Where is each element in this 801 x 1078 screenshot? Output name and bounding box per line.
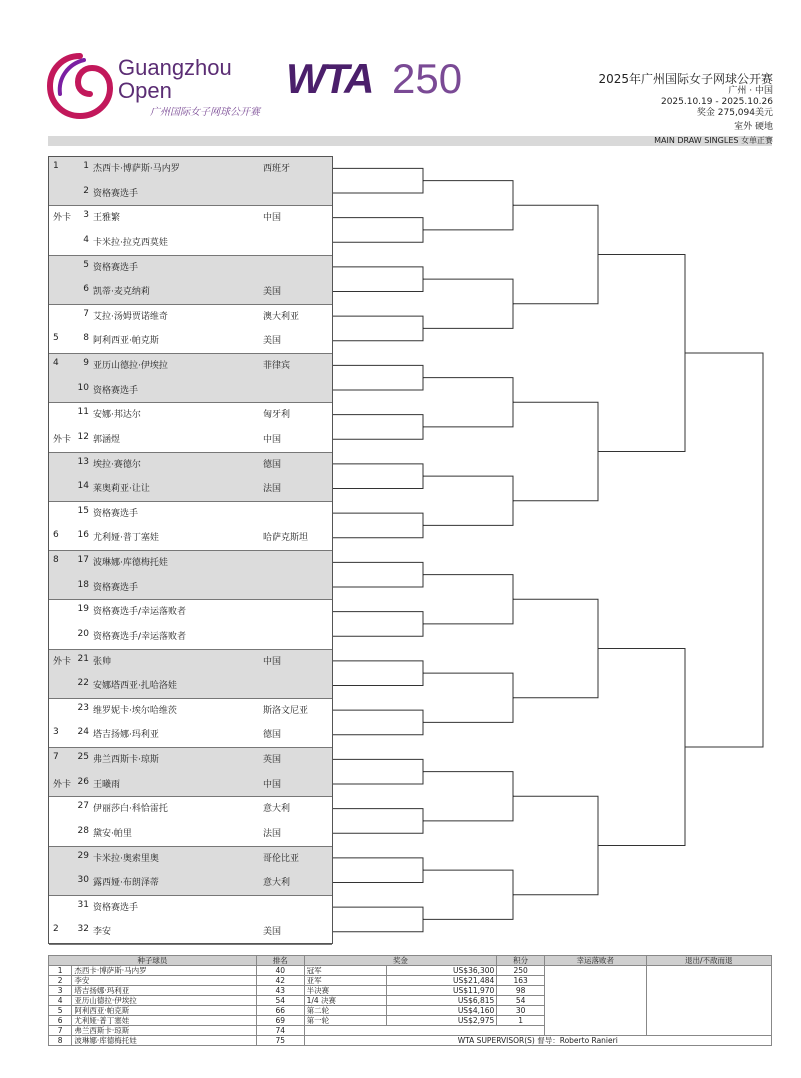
player-name: 资格赛选手 [93,902,139,913]
draw-row [49,600,332,625]
player-name: 尤利娅·普丁塞娃 [93,533,159,544]
bracket-final-line [685,353,763,747]
player-name: 塔吉扬娜·玛利亚 [93,730,159,741]
draw-row [49,502,332,527]
bracket-match-line [423,279,514,328]
brand-cn: 广州国际女子网球公开赛 [150,107,260,118]
bracket-match-line [423,673,514,722]
seed-cell: 5 [53,333,59,344]
draw-position: 26 [77,776,89,787]
player-nation: 中国 [263,434,282,445]
player-nation: 哥伦比亚 [263,853,300,864]
draw-row [49,699,332,724]
bracket-match-line [513,402,599,501]
bracket-match-line [598,649,686,846]
wta-tier: 250 [392,55,463,102]
seeds-prize-table [48,955,772,1046]
player-name: 张帅 [93,656,112,667]
seed-cell: 4 [53,358,59,368]
bracket-match-line [333,168,424,193]
draw-position: 3 [83,210,89,221]
brand-line-2: Open [118,78,172,103]
draw-row [49,231,332,256]
draw-position: 22 [77,678,89,689]
seed-cell: 外卡 [53,213,72,224]
player-name: 亚历山德拉·伊埃拉 [93,361,168,371]
player-name: 弗兰西斯卡·琼斯 [93,755,159,765]
bracket-match-line [333,464,424,489]
seed-player-name: 杰西卡·博萨斯·马内罗 [72,966,257,976]
seed-cell: 8 [53,555,59,565]
draw-position: 2 [83,185,89,196]
withdraw-cell [646,966,772,1036]
player-name: 资格赛选手 [93,262,139,273]
tournament-title: 2025年广州国际女子网球公开赛 [598,72,773,86]
draw-position: 28 [77,825,89,836]
draw-label: MAIN DRAW SINGLES 女单正赛 [654,136,773,145]
prize-money: 奖金 275,094美元 [696,108,773,118]
seed-number: 1 [49,966,72,976]
player-nation: 澳大利亚 [263,311,300,322]
bracket-match-line [423,378,514,427]
draw-row [49,182,332,207]
player-nation: 西班牙 [263,164,291,174]
draw-row [49,354,332,379]
player-nation: 美国 [263,336,282,347]
draw-position: 1 [83,161,89,171]
player-name: 伊丽莎白·科恰雷托 [93,804,168,815]
draw-position: 16 [77,530,89,541]
guangzhou-open-logo-icon [44,50,116,122]
draw-row [49,822,332,847]
bracket-match-line [423,181,514,230]
player-nation: 英国 [263,755,282,765]
bracket-match-line [333,513,424,538]
bracket-match-line [333,759,424,784]
bracket-match-line [333,365,424,390]
draw-position: 31 [77,899,89,910]
prize-round: 亚军 [304,976,386,986]
location: 广州 · 中国 [728,86,773,96]
draw-row [49,280,332,305]
player-name: 波琳娜·库德梅托娃 [93,558,168,568]
draw-row [49,329,332,354]
player-name: 艾拉·汤姆贾诺维奇 [93,311,168,322]
player-nation: 菲律宾 [263,361,291,371]
player-name: 李安 [93,927,112,938]
draw-row [49,256,332,281]
seed-player-name: 亚历山德拉·伊埃拉 [72,996,257,1006]
seed-player-name: 李安 [72,976,257,986]
player-nation: 法国 [263,484,282,495]
seed-row [49,966,772,976]
draw-position: 21 [77,653,89,664]
ranking-points: 98 [497,986,545,996]
seed-rank: 40 [256,966,304,976]
seed-rank: 54 [256,996,304,1006]
player-name: 郭涵煜 [93,434,121,445]
draw-position: 32 [77,924,89,935]
draw-row [49,526,332,551]
prize-round: 第一轮 [304,1016,386,1026]
draw-position: 24 [77,727,89,738]
seed-cell: 2 [53,924,59,935]
draw-position: 18 [77,579,89,590]
seed-rank: 42 [256,976,304,986]
draw-row [49,748,332,773]
draw-row [49,896,332,921]
draw-row [49,625,332,650]
bracket-match-line [423,575,514,624]
seed-number: 7 [49,1026,72,1036]
bracket-match-line [333,562,424,587]
bracket-match-line [513,205,599,304]
bracket-match-line [423,870,514,919]
seed-row [49,1036,772,1046]
draw-position: 11 [77,407,89,418]
player-name: 资格赛选手/幸运落败者 [93,607,187,618]
seed-number: 2 [49,976,72,986]
seed-rank: 43 [256,986,304,996]
prize-round: 半决赛 [304,986,386,996]
player-name: 黛安·帕里 [93,828,132,839]
player-nation: 美国 [263,287,282,298]
seed-rank: 75 [256,1036,304,1046]
seed-cell: 外卡 [53,434,72,445]
draw-row [49,453,332,478]
draw-table [48,156,333,944]
player-name: 凯蒂·麦克纳莉 [93,287,150,298]
seed-cell: 外卡 [53,779,72,790]
prize-amount: US$36,300 [386,966,496,976]
draw-row [49,403,332,428]
player-nation: 美国 [263,927,282,938]
seed-player-name: 阿利西亚·帕克斯 [72,1006,257,1016]
player-name: 杰西卡·博萨斯·马内罗 [93,164,180,174]
seeds-header: 种子球员 [49,956,257,966]
draw-position: 17 [77,555,89,565]
seed-cell: 外卡 [53,656,72,667]
seed-cell: 3 [53,727,59,738]
prize-amount: US$6,815 [386,996,496,1006]
player-nation: 哈萨克斯坦 [263,533,309,544]
bracket-match-line [598,255,686,452]
seed-cell: 6 [53,530,59,541]
bracket-match-line [333,267,424,292]
rank-header: 排名 [256,956,304,966]
prize-round: 1/4 决赛 [304,996,386,1006]
player-name: 资格赛选手 [93,508,139,519]
draw-row [49,206,332,231]
draw-row [49,797,332,822]
prize-header: 奖金 [304,956,497,966]
dates: 2025.10.19 - 2025.10.26 [660,97,773,107]
prize-amount: US$21,484 [386,976,496,986]
draw-row [49,871,332,896]
draw-row [49,576,332,601]
prize-round: 冠军 [304,966,386,976]
bracket-match-line [513,599,599,698]
surface: 室外 硬地 [734,122,773,132]
draw-position: 29 [77,850,89,861]
draw-row [49,847,332,872]
player-name: 资格赛选手/幸运落败者 [93,631,187,642]
player-nation: 斯洛文尼亚 [263,705,309,716]
player-name: 阿利西亚·帕克斯 [93,336,159,347]
ranking-points: 30 [497,1006,545,1016]
supervisor: WTA SUPERVISOR(S) 督导：Roberto Ranieri [304,1036,771,1046]
draw-position: 14 [77,481,89,492]
player-nation: 中国 [263,656,282,667]
draw-position: 7 [83,308,89,319]
player-name: 资格赛选手 [93,188,139,199]
bracket-match-line [333,858,424,883]
bracket-match-line [333,907,424,932]
bracket-match-line [333,661,424,686]
draw-row [49,674,332,699]
draw-position: 19 [77,604,89,615]
brand-line-1: Guangzhou [118,55,232,80]
seed-cell: 7 [53,752,59,762]
draw-position: 20 [77,628,89,639]
draw-row [49,305,332,330]
draw-row [49,773,332,798]
ranking-points: 163 [497,976,545,986]
bracket-match-line [333,809,424,834]
player-name: 埃拉·赛德尔 [93,459,141,470]
seed-player-name: 波琳娜·库德梅托娃 [72,1036,257,1046]
player-nation: 意大利 [263,878,291,889]
seed-player-name: 塔吉扬娜·玛利亚 [72,986,257,996]
draw-position: 12 [77,431,89,442]
player-nation: 法国 [263,828,282,839]
bracket-match-line [333,218,424,243]
draw-row [49,551,332,576]
draw-position: 4 [83,234,89,245]
player-name: 露西娅·布朗泽蒂 [93,878,159,889]
draw-position: 8 [83,333,89,344]
bracket-match-line [333,415,424,440]
bracket-lines [333,156,773,946]
player-nation: 中国 [263,779,282,790]
draw-row [49,157,332,182]
draw-position: 30 [77,875,89,886]
player-name: 安娜·邦达尔 [93,410,141,421]
seed-number: 8 [49,1036,72,1046]
player-name: 维罗妮卡·埃尔哈维茨 [93,705,177,716]
seed-number: 4 [49,996,72,1006]
player-nation: 匈牙利 [263,410,291,421]
seed-rank: 66 [256,1006,304,1016]
prize-amount: US$4,160 [386,1006,496,1016]
draw-position: 6 [83,284,89,295]
player-name: 资格赛选手 [93,582,139,593]
bracket-match-line [423,772,514,821]
player-name: 卡米拉·拉克西莫娃 [93,237,168,248]
draw-row [49,723,332,748]
seed-player-name: 尤利娅·普丁塞娃 [72,1016,257,1026]
points-header: 积分 [497,956,545,966]
player-nation: 德国 [263,459,282,470]
player-name: 资格赛选手 [93,385,139,396]
seed-number: 5 [49,1006,72,1016]
ranking-points: 250 [497,966,545,976]
bracket-match-line [513,796,599,895]
wta-logo: WTA [286,55,373,102]
seed-rank: 74 [256,1026,304,1036]
seed-player-name: 弗兰西斯卡·琼斯 [72,1026,257,1036]
draw-row [49,477,332,502]
draw-position: 5 [83,259,89,270]
draw-position: 10 [77,382,89,393]
bracket-match-line [333,710,424,735]
prize-round: 第二轮 [304,1006,386,1016]
seed-number: 6 [49,1016,72,1026]
seed-number: 3 [49,986,72,996]
draw-position: 13 [77,456,89,467]
prize-empty [304,1026,544,1036]
draw-position: 15 [77,505,89,516]
player-name: 王曦雨 [93,779,121,790]
seed-rank: 69 [256,1016,304,1026]
ranking-points: 54 [497,996,545,1006]
prize-amount: US$2,975 [386,1016,496,1026]
draw-row [49,920,332,945]
prize-amount: US$11,970 [386,986,496,996]
draw-position: 27 [77,801,89,812]
player-nation: 意大利 [263,804,291,815]
withdraw-header: 退出/不敌而退 [646,956,772,966]
bracket-match-line [333,612,424,637]
player-name: 安娜塔西亚·扎哈洛娃 [93,681,177,692]
bracket-match-line [333,316,424,341]
draw-row [49,650,332,675]
lucky-loser-cell [545,966,646,1036]
player-name: 王雅繁 [93,213,121,224]
lucky-loser-header: 幸运落败者 [545,956,646,966]
draw-position: 25 [77,752,89,762]
draw-position: 23 [77,702,89,713]
seed-cell: 1 [53,161,59,171]
player-name: 卡米拉·奥索里奥 [93,853,159,864]
player-nation: 德国 [263,730,282,741]
ranking-points: 1 [497,1016,545,1026]
bracket-match-line [423,476,514,525]
draw-row [49,379,332,404]
draw-position: 9 [83,358,89,368]
player-nation: 中国 [263,213,282,224]
player-name: 莱奥莉亚·让让 [93,484,150,495]
draw-row [49,428,332,453]
